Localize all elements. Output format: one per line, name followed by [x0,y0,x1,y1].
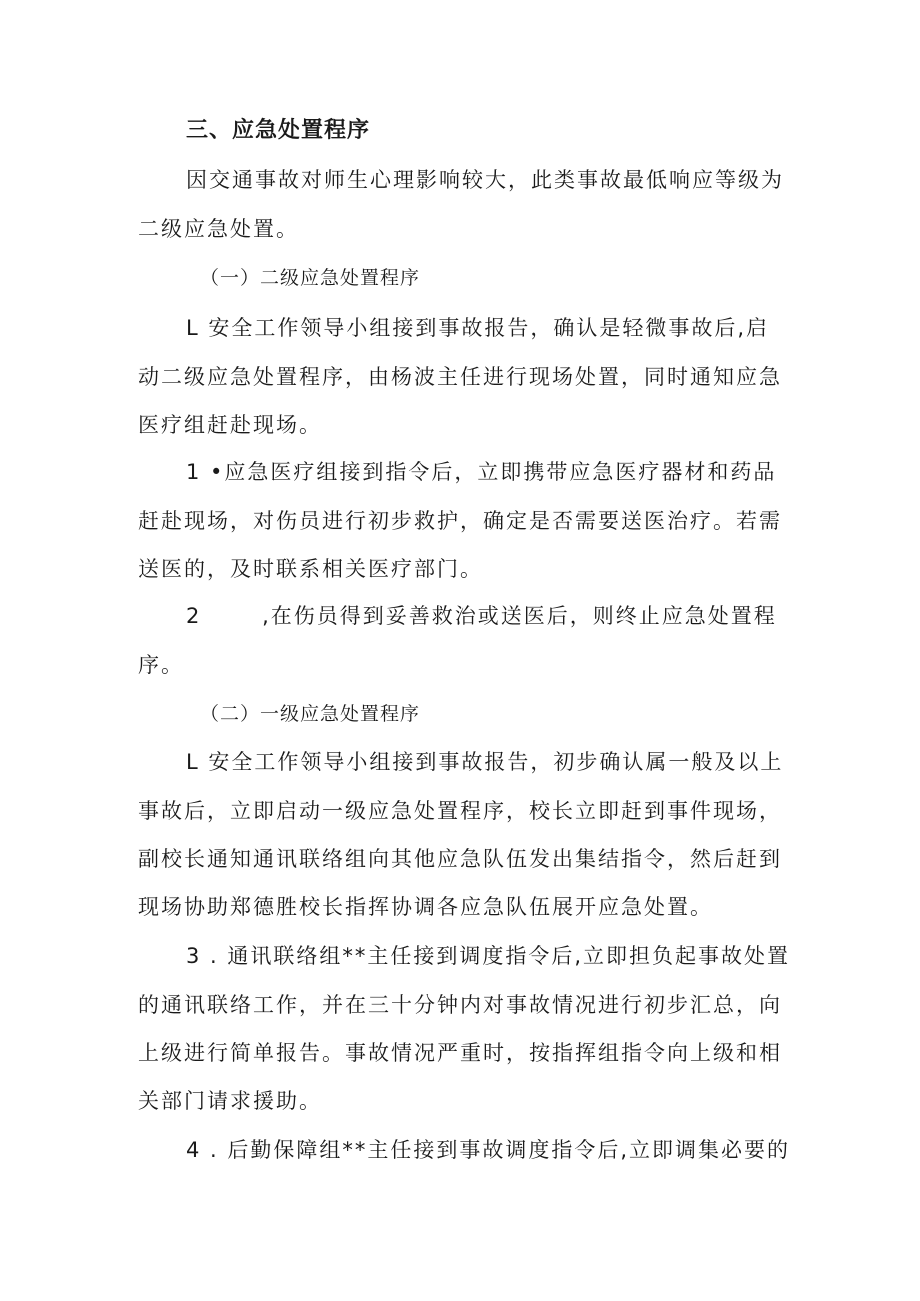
level1-step-L-line-1: L 安全工作领导小组接到事故报告，初步确认属一般及以上 [186,750,784,774]
level1-step-L-line-3: 副校长通知通讯联络组向其他应急队伍发出集结指令，然后赶到 [138,847,782,871]
level2-step-L-line-3: 医疗组赶赴现场。 [138,413,322,437]
section-heading: 三、应急处置程序 [186,118,371,143]
level1-step-3-line-4: 关部门请求援助。 [138,1089,322,1113]
level2-step-L-line-2: 动二级应急处置程序，由杨波主任进行现场处置，同时通知应急 [138,365,782,389]
level1-title: （二）一级应急处置程序 [200,703,421,725]
level1-step-3-line-1: 3 . 通讯联络组**主任接到调度指令后,立即担负起事故处置 [186,944,791,968]
level1-step-L-line-2: 事故后，立即启动一级应急处置程序，校长立即赶到事件现场， [138,799,782,823]
level2-step-1-line-2: 赶赴现场，对伤员进行初步救护，确定是否需要送医治疗。若需 [138,509,782,533]
level1-step-3-line-2: 的通讯联络工作，并在三十分钟内对事故情况进行初步汇总，向 [138,993,782,1017]
level2-title: （一）二级应急处置程序 [200,267,421,289]
level1-step-3-line-3: 上级进行简单报告。事故情况严重时，按指挥组指令向上级和相 [138,1041,782,1065]
level2-step-2-line-1: 2 ,在伤员得到妥善救治或送医后，则终止应急处置程 [186,604,777,628]
level2-step-1-line-1: 1 •应急医疗组接到指令后，立即携带应急医疗器材和药品 [186,460,777,484]
level2-step-L-line-1: L 安全工作领导小组接到事故报告，确认是轻微事故后,启 [186,316,770,340]
intro-line-2: 二级应急处置。 [138,217,299,241]
level1-step-4-line-1: 4 . 后勤保障组**主任接到事故调度指令后,立即调集必要的 [186,1138,791,1162]
level2-step-2-line-2: 序。 [138,653,184,677]
level1-step-L-line-4: 现场协助郑德胜校长指挥协调各应急队伍展开应急处置。 [138,895,713,919]
intro-line-1: 因交通事故对师生心理影响较大，此类事故最低响应等级为 [186,168,784,192]
level2-step-1-line-3: 送医的，及时联系相关医疗部门。 [138,557,483,581]
